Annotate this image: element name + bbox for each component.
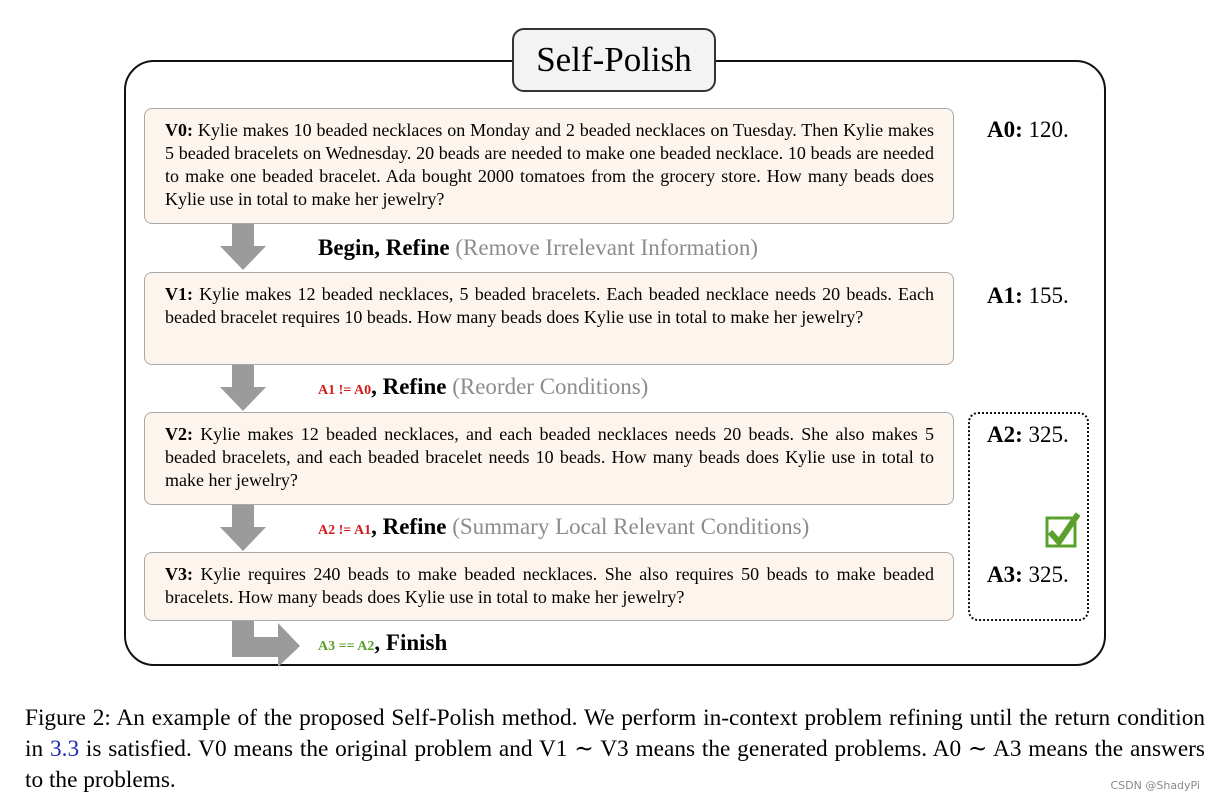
- down-arrow-icon: [220, 505, 266, 551]
- caption-part1: Figure 2: An example of the proposed Self-Polish method. We perform in-context problem refining until the return condition in: [25, 705, 1205, 762]
- step2-condition: A1 != A0: [318, 383, 372, 398]
- a3-label: A3:: [987, 562, 1023, 587]
- step3-detail: (Summary Local Relevant Conditions): [452, 514, 810, 539]
- caption-part2: is satisfied. V0 means the original problem and V1 ∼ V3 means the generated problems. A0 ∼ A3 means the answers to the problems.: [25, 736, 1206, 793]
- problem-v0-box: [144, 108, 954, 224]
- answer-a3: [987, 562, 1069, 588]
- step-finish: [318, 630, 447, 656]
- step4-action: , Finish: [374, 630, 448, 655]
- v0-text: Kylie makes 10 beaded necklaces on Monday and 2 beaded necklaces on Tuesday. Then Kylie makes 5 beaded bracelets on Wednesday. 20 beads are needed to make one beaded necklace. 10 beads are needed to make one beaded bracelet. Ada bought 2000 tomatoes from the grocery store. How many beads does Kylie use in total to make her jewelry?: [165, 120, 934, 209]
- v1-text: Kylie makes 12 beaded necklaces, 5 beaded bracelets. Each beaded necklace needs 20 beads. Each beaded bracelet requires 10 beads. How many beads does Kylie use in total to make her jewelry?: [165, 284, 935, 327]
- step3-action: , Refine: [371, 514, 447, 539]
- step-reorder: [318, 374, 648, 400]
- a0-value: 120.: [1028, 117, 1069, 142]
- answer-a1: [987, 283, 1069, 309]
- down-arrow-icon: [220, 365, 266, 411]
- watermark: CSDN @ShadyPi: [1110, 779, 1200, 792]
- step-summary: [318, 514, 809, 540]
- step2-detail: (Reorder Conditions): [452, 374, 649, 399]
- v2-label: V2:: [165, 424, 193, 444]
- step1-action: Begin, Refine: [318, 235, 450, 260]
- diagram-title: Self-Polish: [512, 28, 716, 92]
- a1-label: A1:: [987, 283, 1023, 308]
- v3-text: Kylie requires 240 beads to make beaded necklaces. She also requires 50 beads to make beaded bracelets. How many beads does Kylie use in total to make her jewelry?: [165, 564, 934, 607]
- bent-right-arrow-icon: [232, 621, 302, 667]
- caption-section-link[interactable]: 3.3: [49, 736, 80, 762]
- checkmark-icon: [1044, 512, 1080, 548]
- problem-v1-box: [144, 272, 954, 365]
- a1-value: 155.: [1028, 283, 1069, 308]
- v3-label: V3:: [165, 564, 193, 584]
- v1-label: V1:: [165, 284, 193, 304]
- step3-condition: A2 != A1: [318, 523, 372, 538]
- step4-condition: A3 == A2: [318, 639, 375, 654]
- down-arrow-icon: [220, 224, 266, 270]
- v0-label: V0:: [165, 120, 193, 140]
- step-begin-refine: [318, 235, 758, 261]
- step2-action: , Refine: [371, 374, 447, 399]
- step1-detail: (Remove Irrelevant Information): [455, 235, 759, 260]
- a2-label: A2:: [987, 422, 1023, 447]
- a0-label: A0:: [987, 117, 1023, 142]
- answer-a2: [987, 422, 1069, 448]
- a3-value: 325.: [1028, 562, 1069, 587]
- problem-v2-box: [144, 412, 954, 505]
- a2-value: 325.: [1028, 422, 1069, 447]
- problem-v3-box: [144, 552, 954, 621]
- v2-text: Kylie makes 12 beaded necklaces, and each beaded necklaces needs 20 beads. She also makes 5 beaded bracelets, and each beaded bracelet needs 10 beads. How many beads does Kylie use in total to make her jewelry?: [165, 424, 935, 490]
- answer-a0: [987, 117, 1069, 143]
- figure-caption: [25, 703, 1205, 796]
